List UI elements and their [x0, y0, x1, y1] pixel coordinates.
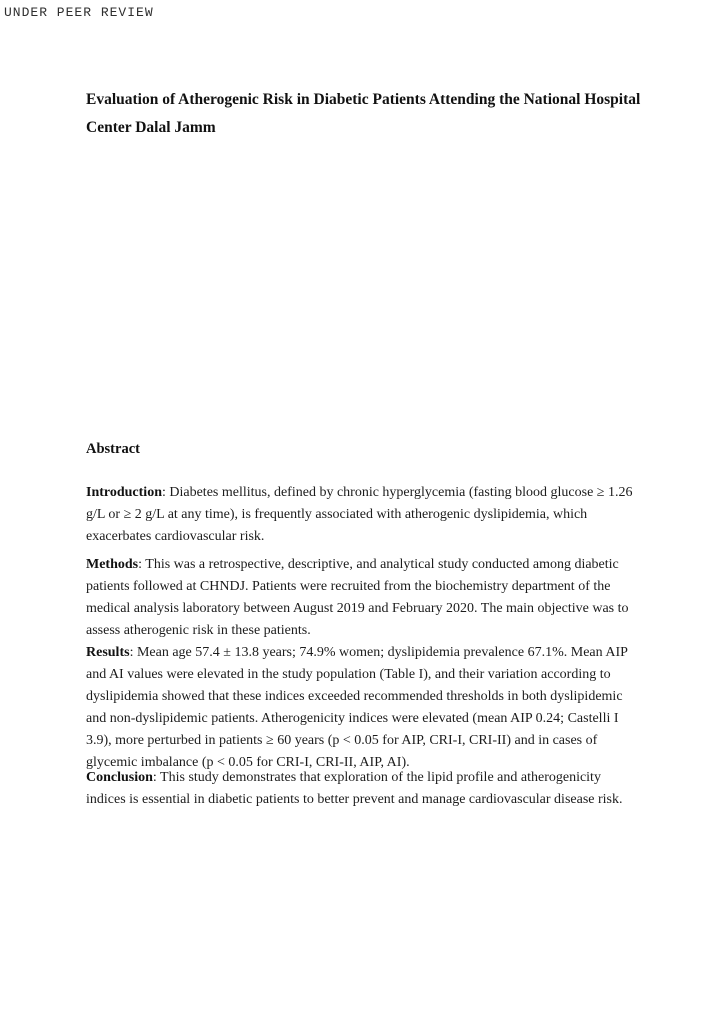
- methods-text: : This was a retrospective, descriptive, and analytical study conducted among diabetic patients followed at CHNDJ. Patients were recruited from the biochemistry department of the medical analysis laboratory between August 2019 and February 2020. The main objective was to assess atherogenic risk in these patients.: [86, 557, 629, 638]
- results-label: Results: [86, 645, 130, 660]
- results-text: : Mean age 57.4 ± 13.8 years; 74.9% women; dyslipidemia prevalence 67.1%. Mean AIP and AI values were elevated in the study population (Table I), and their variation according to dyslipidemia showed that these indices exceeded recommended thresholds in both dyslipidemic and non-dyslipidemic patients. Atherogenicity indices were elevated (mean AIP 0.24; Castelli I 3.9), more perturbed in patients ≥ 60 years (p < 0.05 for AIP, CRI-I, CRI-II) and in cases of glycemic imbalance (p < 0.05 for CRI-I, CRI-II, AIP, AI).: [86, 645, 628, 770]
- conclusion-text: : This study demonstrates that exploration of the lipid profile and atherogenicity indices is essential in diabetic patients to better prevent and manage cardiovascular disease risk.: [86, 770, 623, 807]
- conclusion-label: Conclusion: [86, 770, 153, 785]
- abstract-paragraph-results: [86, 642, 644, 774]
- methods-label: Methods: [86, 557, 139, 572]
- peer-review-watermark: UNDER PEER REVIEW: [4, 5, 154, 20]
- abstract-paragraph-conclusion: [86, 767, 644, 811]
- introduction-text: : Diabetes mellitus, defined by chronic hyperglycemia (fasting blood glucose ≥ 1.26 g/L or ≥ 2 g/L at any time), is frequently associated with atherogenic dyslipidemia, which exacerbates cardiovascular risk.: [86, 485, 633, 544]
- introduction-label: Introduction: [86, 485, 162, 500]
- abstract-paragraph-methods: [86, 554, 644, 642]
- abstract-heading: Abstract: [86, 441, 140, 457]
- paper-title: Evaluation of Atherogenic Risk in Diabetic Patients Attending the National Hospital Center Dalal Jamm: [86, 91, 641, 136]
- abstract-paragraph-introduction: [86, 482, 644, 548]
